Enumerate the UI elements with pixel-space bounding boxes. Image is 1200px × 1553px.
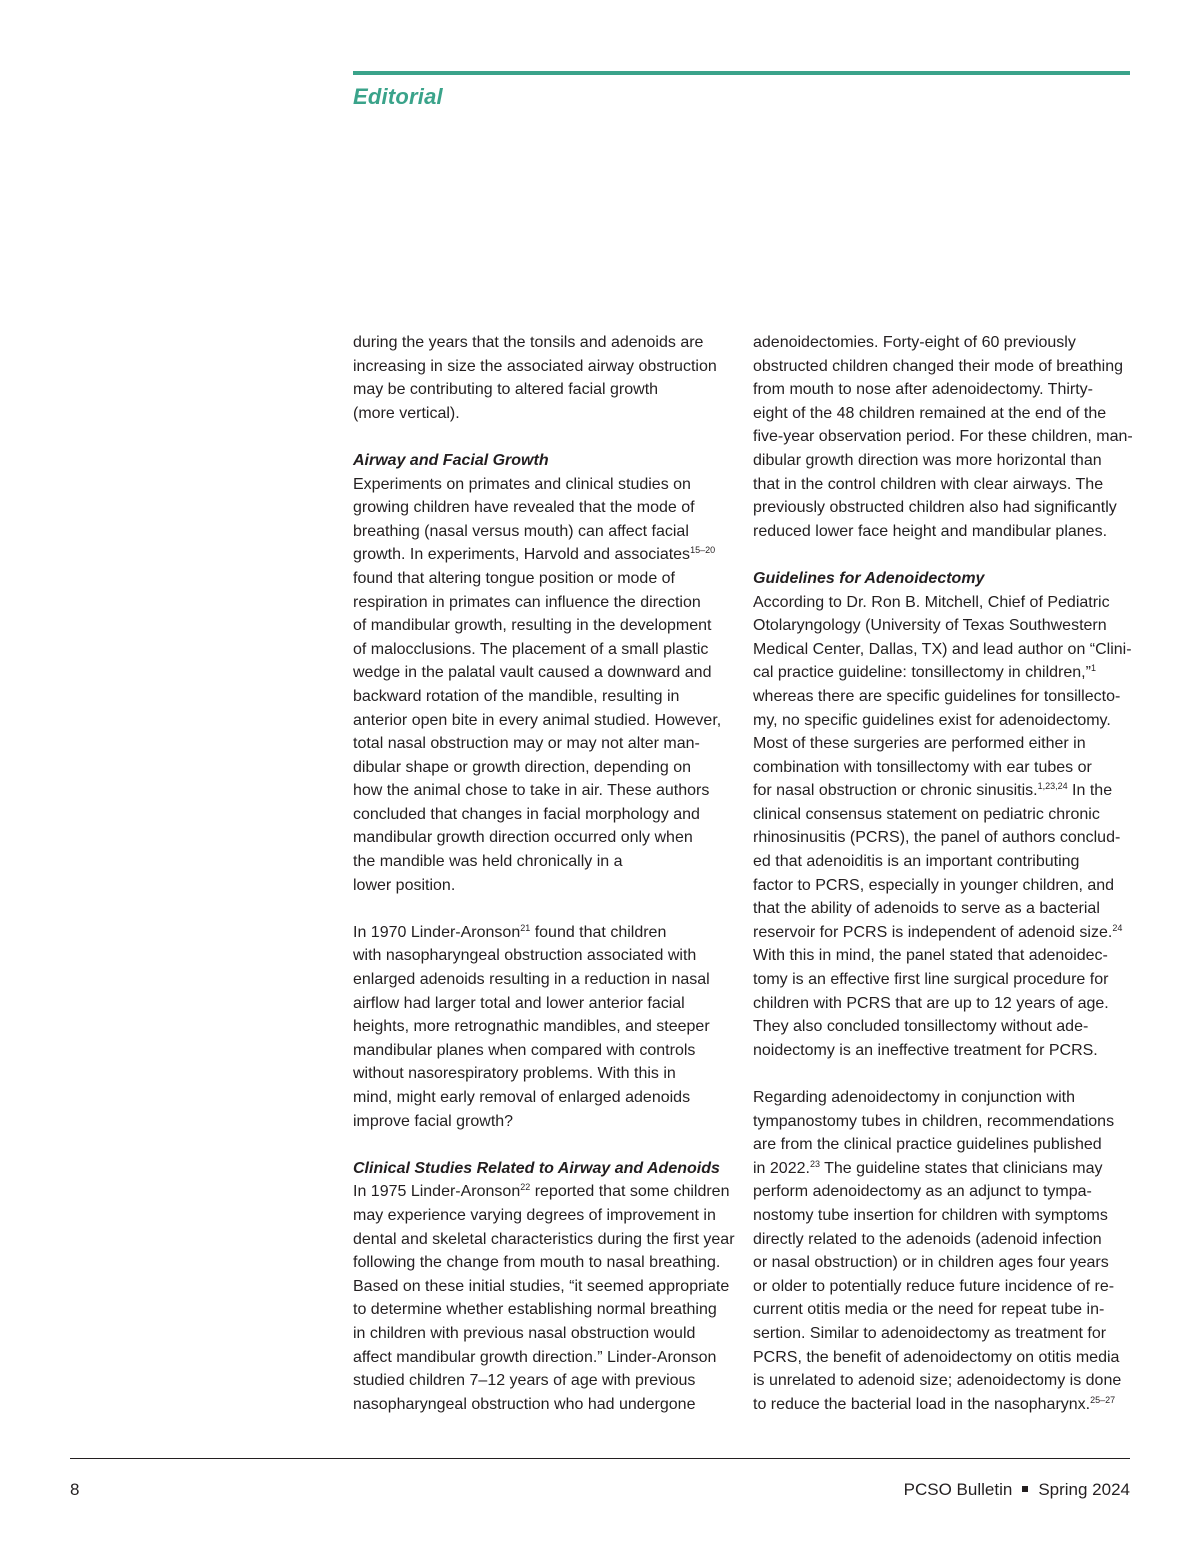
- text-run: In 1975 Linder-Aronson: [353, 1183, 521, 1201]
- text-run: reservoir for PCRS is independent of adenoid size.: [753, 923, 1113, 941]
- text-line: combination with tonsillectomy with ear tubes or: [753, 758, 1092, 776]
- text-line: to determine whether establishing normal breathing: [353, 1301, 717, 1319]
- text-line: (more vertical).: [353, 404, 460, 422]
- text-line: that the ability of adenoids to serve as a bacterial: [753, 900, 1100, 918]
- text-line: of mandibular growth, resulting in the development: [353, 617, 712, 635]
- page-number: 8: [70, 1480, 80, 1499]
- right-column: [753, 331, 1131, 1416]
- text-line: adenoidectomies. Forty-eight of 60 previously: [753, 334, 1076, 351]
- text-line: of malocclusions. The placement of a small plastic: [353, 640, 709, 658]
- text-line: respiration in primates can influence the direction: [353, 593, 701, 611]
- text-run: growth. In experiments, Harvold and associates: [353, 546, 691, 564]
- text-line: during the years that the tonsils and adenoids are: [353, 334, 704, 351]
- text-line: clinical consensus statement on pediatric chronic: [753, 805, 1100, 823]
- text-line: in children with previous nasal obstruction would: [353, 1324, 696, 1342]
- publication-name: PCSO Bulletin: [903, 1480, 1013, 1499]
- text-line: With this in mind, the panel stated that adenoidec-: [753, 947, 1108, 965]
- text-line: is unrelated to adenoid size; adenoidectomy is done: [753, 1372, 1122, 1390]
- left-column: [353, 331, 735, 1416]
- text-line: They also concluded tonsillectomy without ade-: [753, 1018, 1089, 1036]
- text-line: total nasal obstruction may or may not alter man-: [353, 735, 700, 753]
- text-line: dibular shape or growth direction, depending on: [353, 758, 692, 776]
- text-line: following the change from mouth to nasal breathing.: [353, 1254, 721, 1272]
- text-line: current otitis media or the need for repeat tube in-: [753, 1301, 1105, 1319]
- reference-marker: 1,23,24: [1037, 781, 1068, 792]
- text-line: how the animal chose to take in air. These authors: [353, 782, 710, 800]
- text-line: tympanostomy tubes in children, recommendations: [753, 1112, 1115, 1130]
- square-bullet-icon: [1022, 1486, 1028, 1492]
- paragraph: [753, 1086, 1131, 1416]
- text-line: my, no specific guidelines exist for adenoidectomy.: [753, 711, 1111, 729]
- reference-marker: 23: [809, 1158, 820, 1169]
- text-line: Most of these surgeries are performed either in: [753, 735, 1086, 753]
- text-line: whereas there are specific guidelines for tonsillecto-: [753, 687, 1121, 705]
- text-line: [753, 661, 1131, 685]
- text-line: anterior open bite in every animal studied. However,: [353, 711, 722, 729]
- text-line: [353, 543, 731, 567]
- section-label: Editorial: [353, 84, 443, 109]
- text-line: PCRS, the benefit of adenoidectomy on otitis media: [753, 1348, 1120, 1366]
- text-line: Regarding adenoidectomy in conjunction with: [753, 1089, 1075, 1106]
- text-run: found that children: [530, 923, 667, 941]
- text-line: wedge in the palatal vault caused a downward and: [353, 664, 712, 682]
- paragraph: [753, 331, 1131, 543]
- text-run: In the: [1067, 782, 1113, 800]
- text-line: backward rotation of the mandible, resulting in: [353, 687, 680, 705]
- text-line: mind, might early removal of enlarged adenoids: [353, 1089, 691, 1106]
- text-run: reported that some children: [530, 1183, 730, 1201]
- text-line: nostomy tube insertion for children with symptoms: [753, 1206, 1108, 1224]
- footer-publication-info: [904, 1480, 1130, 1500]
- text-line: mandibular planes when compared with controls: [353, 1041, 696, 1059]
- text-line: heights, more retrognathic mandibles, and steeper: [353, 1018, 710, 1036]
- text-run: to reduce the bacterial load in the nasopharynx.: [753, 1395, 1091, 1413]
- text-line: sertion. Similar to adenoidectomy as treatment for: [753, 1324, 1107, 1342]
- text-line: airflow had larger total and lower anterior facial: [353, 994, 685, 1012]
- text-line: may be contributing to altered facial growth: [353, 381, 659, 399]
- text-line: affect mandibular growth direction.” Linder-Aronson: [353, 1348, 717, 1366]
- text-line: [353, 921, 731, 945]
- text-line: [753, 779, 1131, 803]
- paragraph: [353, 473, 731, 898]
- reference-marker: 22: [520, 1182, 531, 1193]
- text-line: with nasopharyngeal obstruction associated with: [353, 947, 697, 965]
- text-line: mandibular growth direction occurred only when: [353, 829, 693, 847]
- reference-marker: 21: [520, 922, 531, 933]
- text-line: rhinosinusitis (PCRS), the panel of authors conclud-: [753, 829, 1121, 847]
- text-line: reduced lower face height and mandibular planes.: [753, 522, 1108, 540]
- text-line: or nasal obstruction) or in children ages four years: [753, 1254, 1109, 1272]
- text-line: growing children have revealed that the mode of: [353, 499, 695, 517]
- text-line: Experiments on primates and clinical studies on: [353, 475, 691, 493]
- issue-date: Spring 2024: [1038, 1480, 1130, 1499]
- text-line: dibular growth direction was more horizontal than: [753, 451, 1102, 469]
- text-line: concluded that changes in facial morphology and: [353, 805, 700, 823]
- text-line: nasopharyngeal obstruction who had undergone: [353, 1395, 696, 1413]
- text-line: are from the clinical practice guidelines published: [753, 1136, 1102, 1154]
- paragraph: [353, 1180, 735, 1416]
- text-line: [753, 921, 1131, 945]
- text-line: directly related to the adenoids (adenoid infection: [753, 1230, 1102, 1248]
- text-line: breathing (nasal versus mouth) can affect facial: [353, 522, 689, 540]
- reference-marker: 15–20: [690, 545, 716, 556]
- text-line: previously obstructed children also had significantly: [753, 499, 1117, 517]
- text-line: eight of the 48 children remained at the end of the: [753, 404, 1107, 422]
- text-line: enlarged adenoids resulting in a reduction in nasal: [353, 971, 710, 989]
- paragraph: [753, 591, 1131, 1063]
- text-line: from mouth to nose after adenoidectomy. Thirty-: [753, 381, 1094, 399]
- text-run: In 1970 Linder-Aronson: [353, 923, 521, 941]
- text-line: the mandible was held chronically in a: [353, 853, 623, 871]
- paragraph: [353, 921, 731, 1133]
- subheading-clinical-studies: Clinical Studies Related to Airway and Adenoids: [353, 1159, 720, 1177]
- text-line: tomy is an effective first line surgical procedure for: [753, 971, 1109, 989]
- text-line: may experience varying degrees of improvement in: [353, 1206, 716, 1224]
- text-line: ed that adenoiditis is an important contributing: [753, 853, 1080, 871]
- header-rule: [353, 71, 1130, 75]
- text-run: cal practice guideline: tonsillectomy in children,”: [753, 664, 1091, 682]
- text-line: lower position.: [353, 876, 456, 894]
- text-run: in 2022.: [753, 1159, 810, 1177]
- reference-marker: 24: [1112, 922, 1123, 933]
- text-line: [353, 1180, 731, 1204]
- text-line: increasing in size the associated airway obstruction: [353, 357, 717, 375]
- text-line: found that altering tongue position or mode of: [353, 569, 675, 587]
- text-line: or older to potentially reduce future incidence of re-: [753, 1277, 1115, 1295]
- text-line: perform adenoidectomy as an adjunct to tympa-: [753, 1183, 1092, 1201]
- text-run: The guideline states that clinicians may: [819, 1159, 1103, 1177]
- text-line: factor to PCRS, especially in younger children, and: [753, 876, 1115, 894]
- text-line: dental and skeletal characteristics during the first year: [353, 1230, 735, 1248]
- reference-marker: 1: [1090, 663, 1096, 674]
- text-line: without nasorespiratory problems. With this in: [353, 1065, 676, 1083]
- text-line: studied children 7–12 years of age with previous: [353, 1372, 696, 1390]
- text-line: five-year observation period. For these children, man-: [753, 428, 1133, 446]
- text-line: [753, 1393, 1131, 1417]
- text-line: [753, 1157, 1131, 1181]
- reference-marker: 25–27: [1090, 1394, 1116, 1405]
- text-line: improve facial growth?: [353, 1112, 514, 1130]
- text-line: Medical Center, Dallas, TX) and lead author on “Clini-: [753, 640, 1132, 658]
- text-run: for nasal obstruction or chronic sinusitis.: [753, 782, 1038, 800]
- text-line: According to Dr. Ron B. Mitchell, Chief of Pediatric: [753, 593, 1110, 611]
- paragraph: [353, 331, 731, 425]
- text-line: obstructed children changed their mode of breathing: [753, 357, 1124, 375]
- subheading-airway: Airway and Facial Growth: [353, 451, 549, 469]
- text-line: that in the control children with clear airways. The: [753, 475, 1104, 493]
- text-line: noidectomy is an ineffective treatment for PCRS.: [753, 1041, 1098, 1059]
- text-line: Based on these initial studies, “it seemed appropriate: [353, 1277, 730, 1295]
- text-line: Otolaryngology (University of Texas Southwestern: [753, 617, 1107, 635]
- footer-rule: [70, 1458, 1130, 1459]
- subheading-guidelines: Guidelines for Adenoidectomy: [753, 569, 985, 587]
- text-line: children with PCRS that are up to 12 years of age.: [753, 994, 1109, 1012]
